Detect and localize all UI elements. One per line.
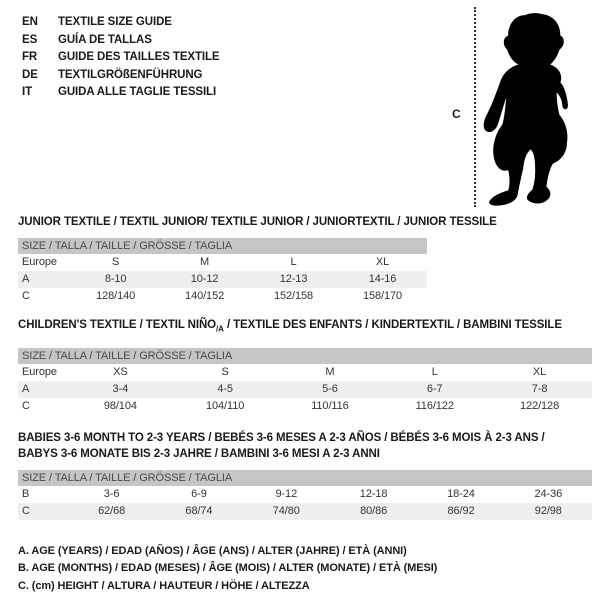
size-cell: M [325, 366, 335, 379]
section-children [18, 319, 592, 415]
size-cell: S [112, 256, 120, 268]
size-row-europe [18, 254, 427, 271]
size-cell: 110/116 [311, 400, 349, 413]
size-cell: 80/86 [360, 505, 388, 518]
size-header-bar: SIZE / TALLA / TAILLE / GRÖSSE / TAGLIA [18, 238, 427, 254]
language-title: GUIDA ALLE TAGLIE TESSILI [58, 86, 217, 98]
size-row-age [18, 271, 427, 288]
footnote-age-years: A. AGE (YEARS) / EDAD (AÑOS) / ÂGE (ANS) / ALTER (JAHRE) / ETÀ (ANNI) [18, 544, 407, 557]
footnote-height: C. (cm) HEIGHT / ALTURA / HAUTEUR / HÖHE / ALTEZZA [18, 579, 310, 592]
row-label: C [22, 505, 30, 518]
size-cell: 86/92 [447, 505, 475, 518]
row-label: A [22, 273, 30, 285]
size-cell: 8-10 [104, 273, 127, 285]
size-cell: 92/98 [534, 505, 562, 518]
size-header-row [18, 470, 592, 486]
language-code: ES [22, 33, 38, 46]
junior-size-table [18, 238, 427, 305]
size-cell: 140/152 [185, 290, 225, 302]
size-cell: L [290, 256, 297, 268]
row-label: C [22, 290, 30, 302]
legend-footnotes [18, 543, 592, 596]
size-cell: 7-8 [531, 383, 548, 396]
size-row-europe [18, 364, 592, 381]
language-code: DE [22, 68, 38, 81]
size-cell: 12-18 [359, 488, 388, 501]
language-title: GUÍA DE TALLAS [58, 33, 152, 46]
size-cell: 74/80 [272, 505, 300, 518]
size-row-height [18, 398, 592, 415]
row-label: Europe [22, 256, 57, 268]
size-cell: 116/122 [415, 400, 454, 413]
section-title-junior: JUNIOR TEXTILE / TEXTIL JUNIOR/ TEXTILE JUNIOR / JUNIORTEXTIL / JUNIOR TESSILE [18, 215, 497, 228]
language-title: TEXTILE SIZE GUIDE [58, 16, 172, 28]
language-title: GUIDE DES TAILLES TEXTILE [58, 51, 220, 63]
size-cell: XL [375, 256, 390, 268]
size-cell: 6-9 [191, 488, 207, 501]
title-text: / TEXTILE DES ENFANTS / KINDERTEXTIL / BAMBINI TESSILE [223, 318, 562, 331]
size-row-age [18, 381, 592, 398]
size-cell: 18-24 [447, 488, 475, 501]
row-label: A [22, 383, 30, 396]
size-cell: 152/158 [274, 290, 314, 302]
size-cell: 158/170 [362, 290, 403, 302]
size-cell: 98/104 [103, 400, 137, 413]
height-dotted-line [474, 7, 476, 207]
row-label: Europe [22, 366, 57, 379]
size-row-height [18, 503, 592, 520]
title-subscript: /A [216, 323, 224, 333]
size-cell: L [431, 366, 438, 379]
section-junior [18, 216, 592, 305]
size-cell: 128/140 [96, 290, 136, 302]
language-title: TEXTILGRÖßENFÜHRUNG [58, 68, 203, 81]
size-cell: 4-5 [217, 383, 233, 396]
size-cell: 12-13 [279, 273, 308, 285]
size-cell: 5-6 [322, 383, 338, 396]
size-row-months [18, 486, 592, 503]
height-figure [450, 4, 592, 210]
size-header-row [18, 348, 592, 364]
size-cell: 3-6 [103, 488, 120, 501]
size-cell: XS [113, 366, 128, 379]
size-cell: 24-36 [534, 488, 563, 501]
language-code: EN [22, 16, 38, 28]
size-cell: 68/74 [185, 505, 213, 518]
size-cell: 104/110 [206, 400, 245, 413]
row-label: C [22, 400, 30, 413]
language-code: FR [22, 51, 38, 63]
toddler-silhouette-icon [482, 4, 594, 210]
footnote-age-months: B. AGE (MONTHS) / EDAD (MESES) / ÂGE (MOIS) / ALTER (MONATE) / ETÀ (MESI) [18, 562, 438, 575]
title-line-1: BABIES 3-6 MONTH TO 2-3 YEARS / BEBÉS 3-6 MESES A 2-3 AÑOS / BÉBÉS 3-6 MOIS À 2-3 ANS / [18, 431, 545, 444]
size-cell: 10-12 [190, 273, 219, 285]
size-cell: 14-16 [368, 273, 397, 285]
size-header-bar: SIZE / TALLA / TAILLE / GRÖSSE / TAGLIA [18, 470, 592, 486]
babies-size-table [18, 470, 592, 520]
size-cell: 9-12 [275, 488, 298, 501]
height-measure-label: C [452, 107, 461, 121]
section-title-babies [18, 430, 592, 462]
size-cell: 62/68 [98, 505, 126, 518]
title-line-2: BABYS 3-6 MONATE BIS 2-3 JAHRE / BAMBINI 3-6 MESI A 2-3 ANNI [18, 447, 380, 460]
size-cell: S [221, 366, 229, 379]
size-cell: XL [532, 366, 547, 379]
section-babies [18, 430, 592, 520]
section-title-children [18, 319, 592, 335]
size-cell: 3-4 [112, 383, 129, 396]
size-row-height [18, 288, 427, 305]
size-header-bar: SIZE / TALLA / TAILLE / GRÖSSE / TAGLIA [18, 348, 592, 364]
row-label: B [22, 488, 30, 501]
children-size-table [18, 348, 592, 415]
title-text: CHILDREN'S TEXTILE / TEXTIL NIÑO [18, 318, 217, 331]
language-code: IT [22, 86, 33, 98]
size-header-row [18, 238, 427, 254]
size-cell: M [200, 256, 210, 268]
size-cell: 6-7 [426, 383, 443, 396]
size-cell: 122/128 [520, 400, 560, 413]
